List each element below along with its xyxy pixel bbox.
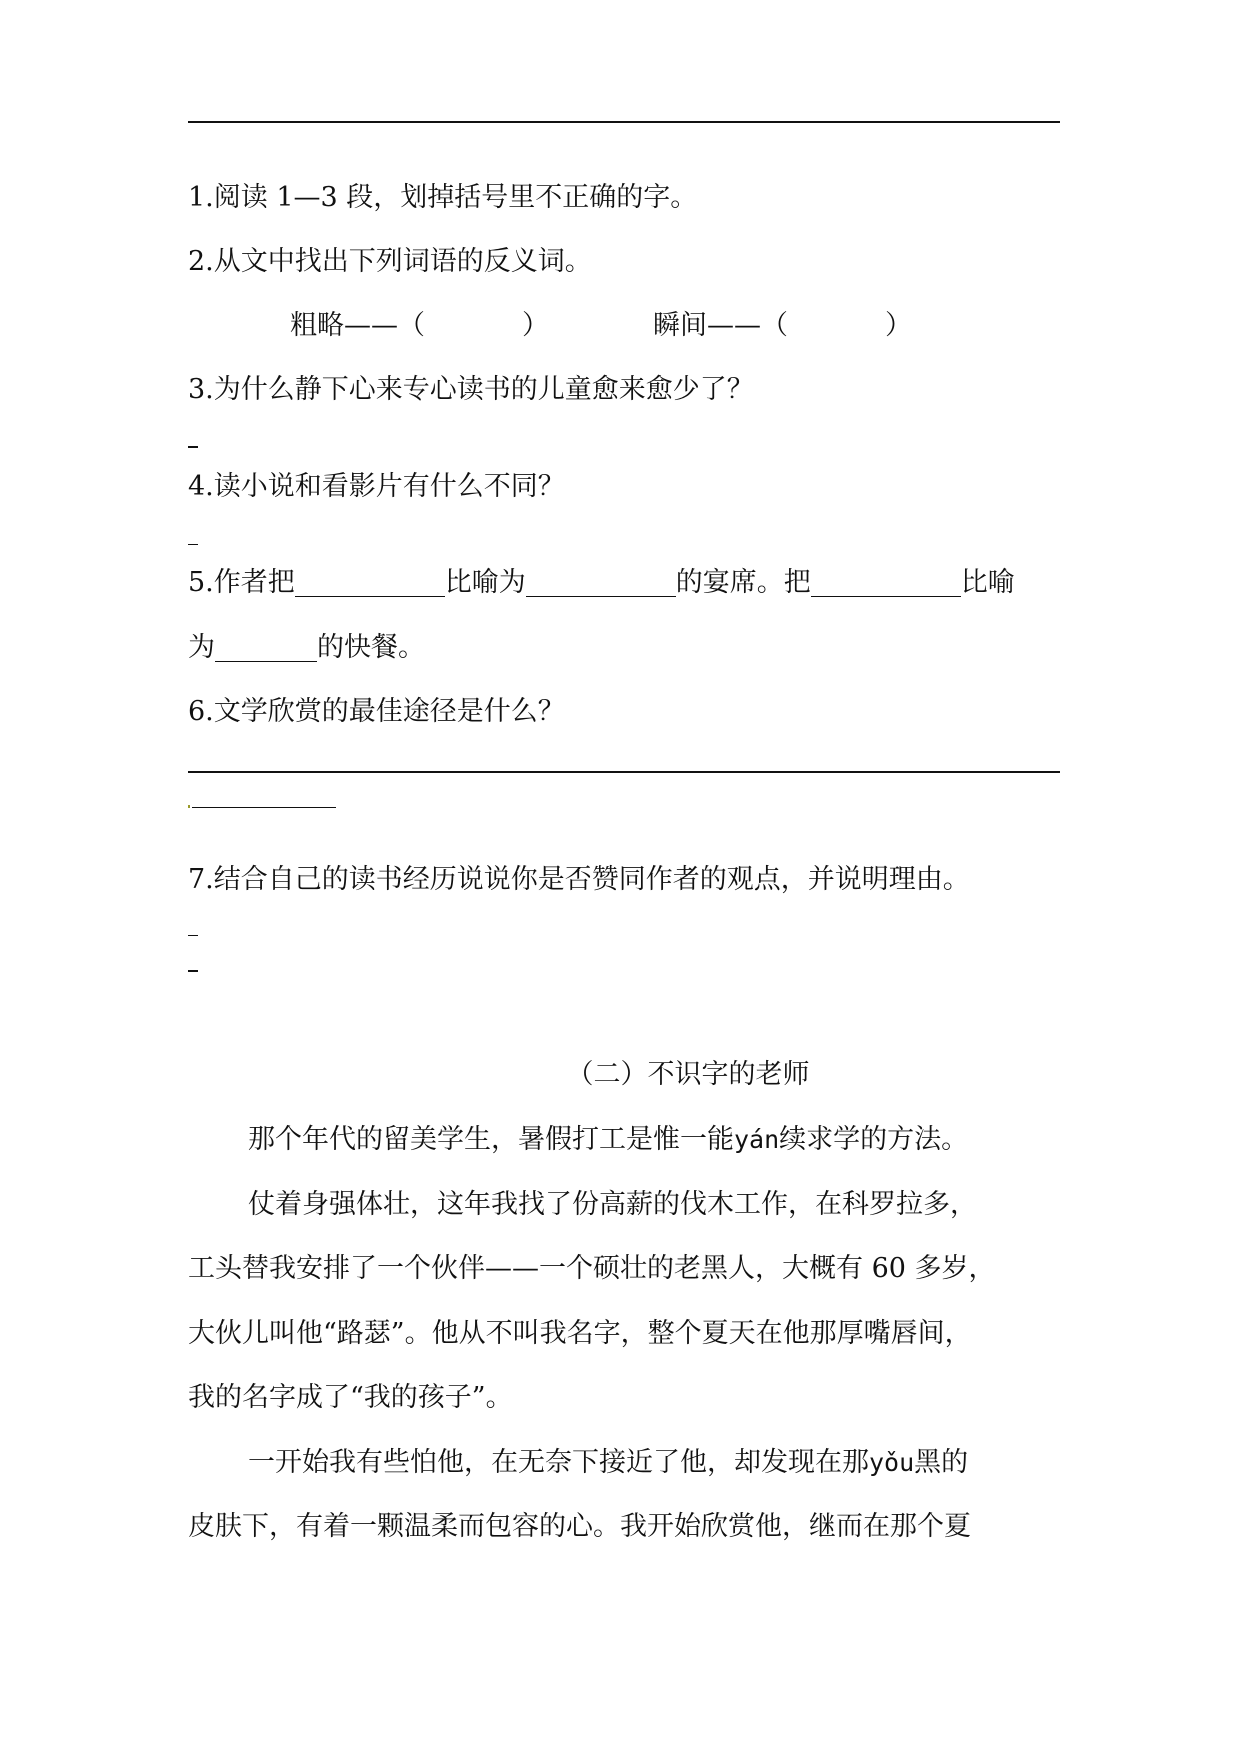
question-2-antonyms (290, 306, 990, 346)
q5-text-2: 比喻为 (444, 567, 526, 598)
q5-blank-4 (215, 631, 317, 662)
question-1: 1.阅读 1—3 段，划掉括号里不正确的字。 (188, 182, 698, 213)
q5-blank-1 (295, 566, 445, 597)
top-rule (188, 121, 1060, 123)
p3-pinyin: yǒu (869, 1448, 915, 1477)
antonym-2-word: 瞬间——（ (653, 310, 788, 341)
q5-blank-3 (811, 566, 961, 597)
antonym-1-close: ） (522, 310, 549, 341)
passage-title: （二）不识字的老师 (566, 1059, 810, 1090)
p1-pinyin: yán (734, 1125, 780, 1154)
question-7: 7.结合自己的读书经历说说你是否赞同作者的观点，并说明理由。 (188, 864, 970, 895)
passage-p2-line-3: 大伙儿叫他“路瑟”。他从不叫我名字，整个夏天在他那厚嘴唇间， (188, 1318, 972, 1349)
passage-p3-line-2: 皮肤下，有着一颗温柔而包容的心。我开始欣赏他，继而在那个夏 (188, 1511, 971, 1542)
q5-text-6: 的快餐。 (317, 632, 425, 663)
question-2: 2.从文中找出下列词语的反义词。 (188, 246, 592, 277)
p3-text-b: 黑的 (914, 1447, 969, 1478)
p3-text-a: 一开始我有些怕他，在无奈下接近了他，却发现在那 (248, 1447, 869, 1478)
answer-line-7a (188, 935, 198, 936)
question-3: 3.为什么静下心来专心读书的儿童愈来愈少了？ (188, 374, 754, 405)
antonym-2-close: ） (885, 310, 912, 341)
q5-blank-2 (526, 566, 676, 597)
question-6: 6.文学欣赏的最佳途径是什么？ (188, 696, 565, 727)
question-4: 4.读小说和看影片有什么不同？ (188, 471, 565, 502)
answer-line-7b (188, 970, 198, 972)
p1-text-a: 那个年代的留美学生，暑假打工是惟一能 (248, 1124, 734, 1155)
passage-paragraph-1 (188, 1120, 1068, 1160)
stray-mark (188, 805, 190, 808)
antonym-1-word: 粗略——（ (290, 310, 425, 341)
q5-text-3: 的宴席。把 (675, 567, 811, 598)
answer-line-3 (188, 446, 198, 448)
passage-p2-line-4: 我的名字成了“我的孩子”。 (188, 1382, 513, 1413)
passage-p3-line-1 (188, 1443, 1068, 1483)
passage-p2-line-1: 仗着身强体壮，这年我找了份高薪的伐木工作，在科罗拉多， (248, 1189, 977, 1220)
question-5-line-2 (188, 628, 1068, 668)
q5-text-5: 为 (188, 632, 215, 663)
passage-p2-line-2: 工头替我安排了一个伙伴——一个硕壮的老黑人，大概有 60 多岁， (188, 1253, 996, 1284)
answer-rule-6 (188, 771, 1060, 773)
q5-text-4: 比喻 (960, 567, 1015, 598)
answer-short-rule-6 (192, 807, 336, 808)
p1-text-b: 续求学的方法。 (779, 1124, 969, 1155)
q5-text-1: 5.作者把 (188, 567, 295, 598)
answer-line-4 (188, 544, 198, 545)
question-5-line-1 (188, 563, 1068, 603)
